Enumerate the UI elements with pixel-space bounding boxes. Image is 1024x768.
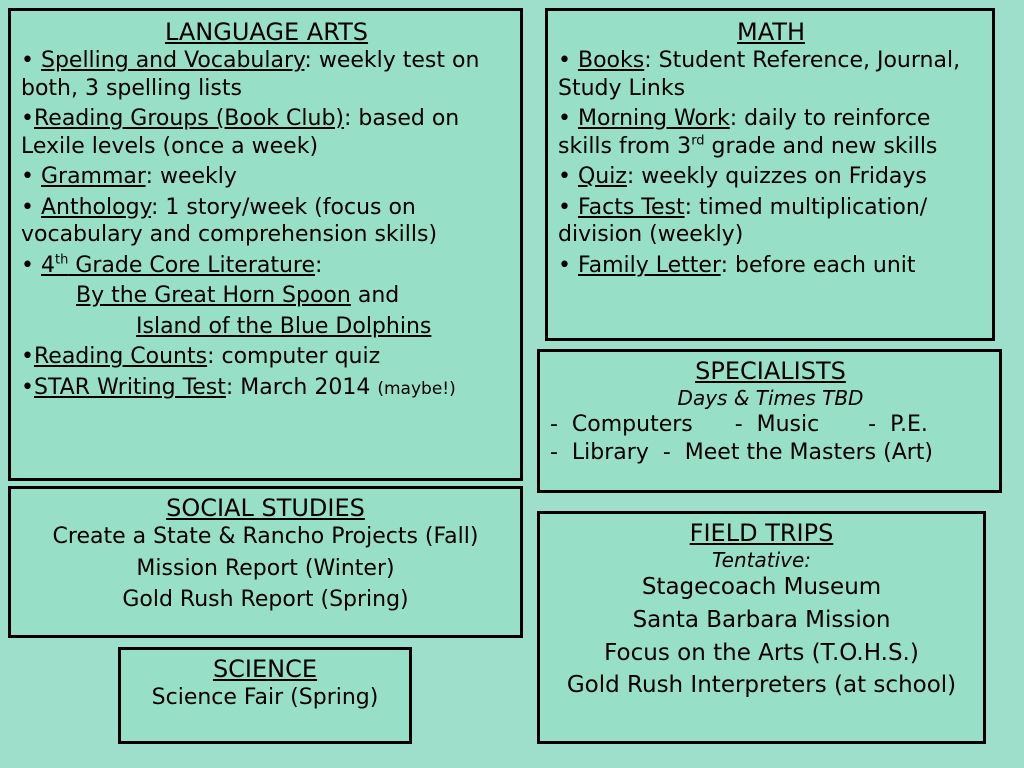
bullet: • bbox=[558, 106, 571, 131]
language-arts-panel bbox=[8, 8, 523, 481]
facts-test-text: : timed multiplication/ division (weekly) bbox=[558, 194, 928, 247]
family-letter-text: : before each unit bbox=[720, 252, 916, 278]
anthology-label: Anthology bbox=[40, 194, 151, 220]
spelling-label: Spelling and Vocabulary bbox=[40, 48, 305, 73]
bullet: • bbox=[21, 374, 34, 400]
specialists-title: SPECIALISTS bbox=[695, 357, 846, 385]
core-lit-sup: th bbox=[54, 252, 69, 268]
book-title-2: Island of the Blue Dolphins bbox=[136, 313, 432, 339]
family-letter-item bbox=[558, 252, 984, 280]
field-trip-item: Stagecoach Museum bbox=[641, 574, 882, 600]
grammar-label: Grammar bbox=[40, 164, 146, 189]
bullet: • bbox=[21, 164, 34, 189]
morning-work-text-a: : daily to reinforce skills from 3 bbox=[558, 106, 931, 159]
family-letter-label: Family Letter bbox=[577, 252, 721, 278]
reading-counts-item bbox=[21, 343, 512, 371]
star-text: : March 2014 bbox=[225, 374, 378, 400]
language-arts-title: LANGUAGE ARTS bbox=[164, 18, 369, 46]
math-title: MATH bbox=[737, 18, 805, 46]
specialists-line-2: - Library - Meet the Masters (Art) bbox=[550, 439, 934, 465]
specialists-line-1: - Computers - Music - P.E. bbox=[550, 412, 928, 437]
bullet: • bbox=[21, 48, 34, 73]
core-lit-grade: 4 bbox=[40, 252, 55, 278]
spelling-item bbox=[21, 47, 512, 102]
core-lit-label-text: Grade Core Literature bbox=[68, 252, 316, 278]
social-studies-item: Gold Rush Report (Spring) bbox=[122, 587, 409, 612]
bullet: • bbox=[21, 344, 34, 369]
book-and: and bbox=[350, 283, 400, 308]
spelling-text: : weekly test on both, 3 spelling lists bbox=[21, 48, 480, 101]
star-maybe: (maybe!) bbox=[377, 378, 456, 399]
specialists-subtitle: Days & Times TBD bbox=[677, 386, 864, 410]
books-text: : Student Reference, Journal, Study Links bbox=[558, 48, 961, 101]
star-item bbox=[21, 374, 512, 402]
core-literature-item bbox=[21, 252, 512, 280]
reading-counts-label: Reading Counts bbox=[33, 344, 208, 369]
social-studies-item: Mission Report (Winter) bbox=[136, 555, 395, 581]
morning-work-sup: rd bbox=[691, 133, 705, 149]
specialists-panel bbox=[537, 349, 1002, 493]
books-item bbox=[558, 47, 984, 102]
book-line-2 bbox=[21, 313, 512, 341]
book-line-1 bbox=[21, 282, 512, 310]
social-studies-item: Create a State & Rancho Projects (Fall) bbox=[52, 524, 479, 549]
reading-groups-label: Reading Groups (Book Club) bbox=[33, 106, 345, 131]
morning-work-item bbox=[558, 105, 984, 160]
quiz-text: : weekly quizzes on Fridays bbox=[626, 164, 927, 189]
science-title: SCIENCE bbox=[212, 655, 318, 683]
field-trip-item: Santa Barbara Mission bbox=[632, 606, 891, 633]
science-item: Science Fair (Spring) bbox=[151, 685, 379, 710]
bullet: • bbox=[558, 252, 571, 278]
field-trips-panel bbox=[537, 511, 986, 744]
books-label: Books bbox=[577, 48, 645, 73]
bullet: • bbox=[21, 106, 34, 131]
morning-work-label: Morning Work bbox=[577, 106, 730, 131]
bullet: • bbox=[21, 252, 34, 278]
field-trip-item: Gold Rush Interpreters (at school) bbox=[566, 672, 957, 699]
field-trips-subtitle: Tentative: bbox=[711, 548, 812, 572]
bullet: • bbox=[558, 164, 571, 189]
math-panel bbox=[545, 8, 995, 341]
facts-test-label: Facts Test bbox=[577, 194, 685, 220]
reading-groups-text: : based on Lexile levels (once a week) bbox=[21, 106, 460, 159]
field-trips-title: FIELD TRIPS bbox=[689, 519, 834, 547]
core-literature-label bbox=[41, 253, 315, 278]
bullet: • bbox=[21, 194, 34, 220]
morning-work-text-b: grade and new skills bbox=[704, 133, 938, 159]
star-label: STAR Writing Test bbox=[33, 374, 226, 400]
reading-groups-item bbox=[21, 105, 512, 160]
quiz-item bbox=[558, 163, 984, 191]
bullet: • bbox=[558, 194, 571, 220]
social-studies-panel bbox=[8, 486, 523, 638]
grammar-item bbox=[21, 163, 512, 191]
quiz-label: Quiz bbox=[577, 164, 627, 189]
bullet: • bbox=[558, 48, 571, 73]
science-panel bbox=[118, 647, 412, 744]
book-title-1: By the Great Horn Spoon bbox=[76, 283, 351, 308]
core-lit-colon: : bbox=[315, 252, 323, 278]
grammar-text: : weekly bbox=[145, 164, 237, 189]
social-studies-title: SOCIAL STUDIES bbox=[166, 494, 365, 522]
field-trip-item: Focus on the Arts (T.O.H.S.) bbox=[604, 639, 919, 666]
anthology-item bbox=[21, 194, 512, 249]
facts-test-item bbox=[558, 194, 984, 249]
reading-counts-text: : computer quiz bbox=[207, 344, 381, 369]
anthology-text: : 1 story/week (focus on vocabulary and comprehension skills) bbox=[21, 194, 438, 247]
